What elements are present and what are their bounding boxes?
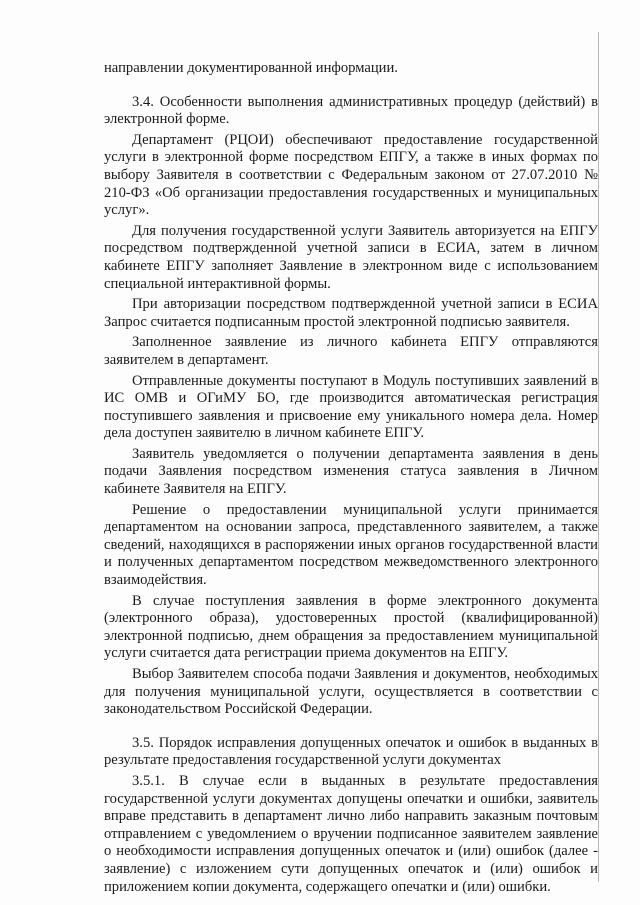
paragraph: 3.5.1. В случае если в выданных в результате предоставления государственной услуги документах допущены опечатки и ошибки, заявитель вправе представить в департамент лично либо направить заказным почтовым отправлением с уведомлением о вручении подписанное заявителем заявление о необходимости исправления допущенных опечаток и (или) ошибок (далее - заявление) с изложением сути допущенных опечаток и (или) ошибок и приложением копии документа, содержащего опечатки и (или) ошибки.: [104, 772, 598, 895]
paragraph: Решение о предоставлении муниципальной услуги принимается департаментом на основании запроса, представленного заявителем, а также сведений, находящихся в распоряжении иных органов государственной власти и полученных департаментом посредством межведомственного электронного взаимодействия.: [104, 501, 598, 589]
paragraph: 3.5. Порядок исправления допущенных опечаток и ошибок в выданных в результате предоставления государственной услуги документах: [104, 734, 598, 769]
paragraph: Отправленные документы поступают в Модуль поступивших заявлений в ИС ОМВ и ОГиМУ БО, где производится автоматическая регистрация поступившего заявления и присвоение ему уникального номера дела. Номер дела доступен заявителю в личном кабинете ЕПГУ.: [104, 372, 598, 442]
paragraph: направлении документированной информации.: [104, 60, 398, 76]
paragraph: 3.4. Особенности выполнения административных процедур (действий) в электронной форме.: [104, 93, 598, 128]
paragraph: Заявитель уведомляется о получении департамента заявления в день подачи Заявления посредством изменения статуса заявления в Личном кабинете Заявителя на ЕПГУ.: [104, 445, 598, 498]
paragraph: Заполненное заявление из личного кабинета ЕПГУ отправляются заявителем в департамент.: [104, 334, 598, 368]
paragraph: Выбор Заявителем способа подачи Заявления и документов, необходимых для получения муниципальной услуги, осуществляется в соответствии с законодательством Российской Федерации.: [104, 666, 598, 718]
page-edge-line: [598, 32, 599, 882]
paragraph: Для получения государственной услуги Заявитель авторизуется на ЕПГУ посредством подтвержденной учетной записи в ЕСИА, затем в личном кабинете ЕПГУ заполняет Заявление в электронном виде с использованием специальной интерактивной формы.: [104, 222, 598, 292]
paragraph: В случае поступления заявления в форме электронного документа (электронного образа), удостоверенных простой (квалифицированной) электронной подписью, днем обращения за предоставлением муниципальной услуги считается дата регистрации приема документов на ЕПГУ.: [104, 592, 598, 662]
paragraph: Департамент (РЦОИ) обеспечивают предоставление государственной услуги в электронной форме посредством ЕПГУ, а также в иных формах по выбору Заявителя в соответствии с Федеральным законом от 27.07.2010 № 210-ФЗ «Об организации предоставления государственных и муниципальных услуг».: [104, 131, 598, 219]
paragraph: При авторизации посредством подтвержденной учетной записи в ЕСИА Запрос считается подписанным простой электронной подписью заявителя.: [104, 296, 598, 330]
text-column: [104, 60, 598, 896]
